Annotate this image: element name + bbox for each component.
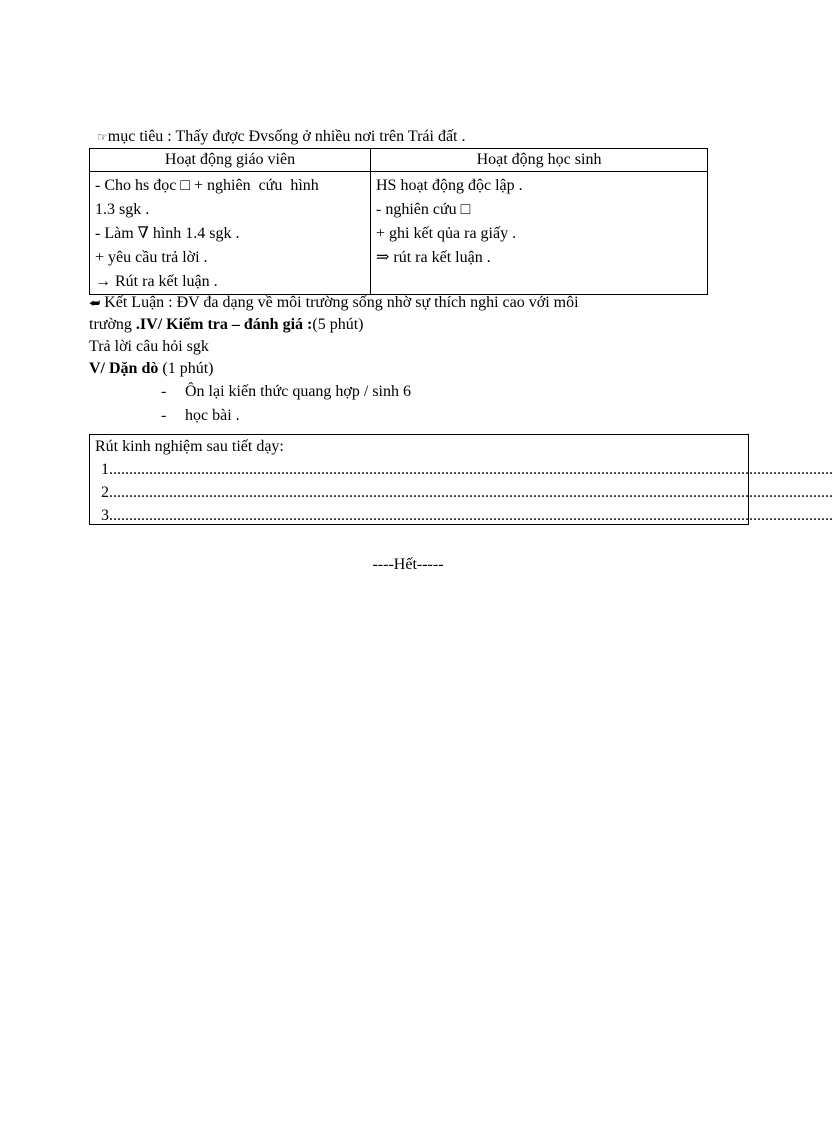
homework-item: học bài . bbox=[185, 407, 240, 424]
experience-row: 1..................................................................................................................................................................................... bbox=[101, 461, 833, 478]
teacher-line: → Rút ra kết luận . bbox=[95, 273, 218, 290]
assessment-duration: (5 phút) bbox=[312, 316, 364, 333]
table-row bbox=[90, 172, 708, 295]
teacher-column-header: Hoạt động giáo viên bbox=[90, 149, 371, 172]
conclusion-line-1 bbox=[89, 292, 729, 314]
teacher-line: + yêu cầu trả lời . bbox=[95, 249, 208, 266]
arrow-hook-icon: ⮨ bbox=[89, 296, 101, 310]
objective-text: mục tiêu : Thấy được Đvsống ở nhiều nơi trên Trái đất . bbox=[107, 128, 466, 145]
experience-row-number: 2. bbox=[101, 484, 113, 501]
experience-row-number: 1. bbox=[101, 461, 113, 478]
experience-box bbox=[89, 434, 833, 525]
student-line: + ghi kết qủa ra giấy . bbox=[376, 225, 517, 242]
conclusion-text: Kết Luận : ĐV đa dạng về môi trường sống nhờ sự thích nghi cao với môi bbox=[104, 294, 579, 311]
table-header-row bbox=[90, 149, 708, 172]
list-item: - Ôn lại kiến thức quang hợp / sinh 6 bbox=[161, 383, 411, 400]
answer-line: Trả lời câu hỏi sgk bbox=[89, 338, 209, 355]
student-activities-cell bbox=[371, 172, 708, 295]
homework-title: V/ Dặn dò bbox=[89, 360, 159, 377]
experience-row: 3..................................................................................................................................................................................... bbox=[101, 507, 833, 524]
experience-title: Rút kinh nghiệm sau tiết dạy: bbox=[95, 438, 284, 455]
objective-line bbox=[97, 126, 465, 148]
experience-row: 2..................................................................................................................................................................................... bbox=[101, 484, 833, 501]
homework-duration: (1 phút) bbox=[158, 360, 214, 377]
assessment-heading: .IV/ Kiểm tra – đánh giá : bbox=[135, 316, 313, 333]
pointing-hand-icon: ☞ bbox=[97, 130, 108, 144]
conclusion-prefix: trường bbox=[89, 316, 136, 333]
student-line: HS hoạt động độc lập . bbox=[376, 177, 523, 194]
student-line: ⇒ rút ra kết luận . bbox=[376, 249, 491, 266]
end-mark: ----Hết----- bbox=[372, 556, 444, 573]
teacher-activities-cell bbox=[90, 172, 371, 295]
student-line: - nghiên cứu □ bbox=[376, 201, 471, 218]
list-item: - học bài . bbox=[161, 407, 240, 424]
experience-row-number: 3. bbox=[101, 507, 113, 524]
student-column-header: Hoạt động học sinh bbox=[371, 149, 708, 172]
homework-list bbox=[89, 380, 729, 428]
homework-heading bbox=[89, 358, 729, 380]
homework-item: Ôn lại kiến thức quang hợp / sinh 6 bbox=[185, 383, 411, 400]
conclusion-line-2 bbox=[89, 314, 729, 336]
teacher-line: 1.3 sgk . bbox=[95, 201, 150, 218]
lesson-continuation bbox=[89, 292, 729, 428]
activity-table bbox=[89, 148, 708, 295]
teacher-line: - Làm ∇ hình 1.4 sgk . bbox=[95, 225, 240, 242]
teacher-line: - Cho hs đọc □ + nghiên cứu hình bbox=[95, 177, 319, 194]
